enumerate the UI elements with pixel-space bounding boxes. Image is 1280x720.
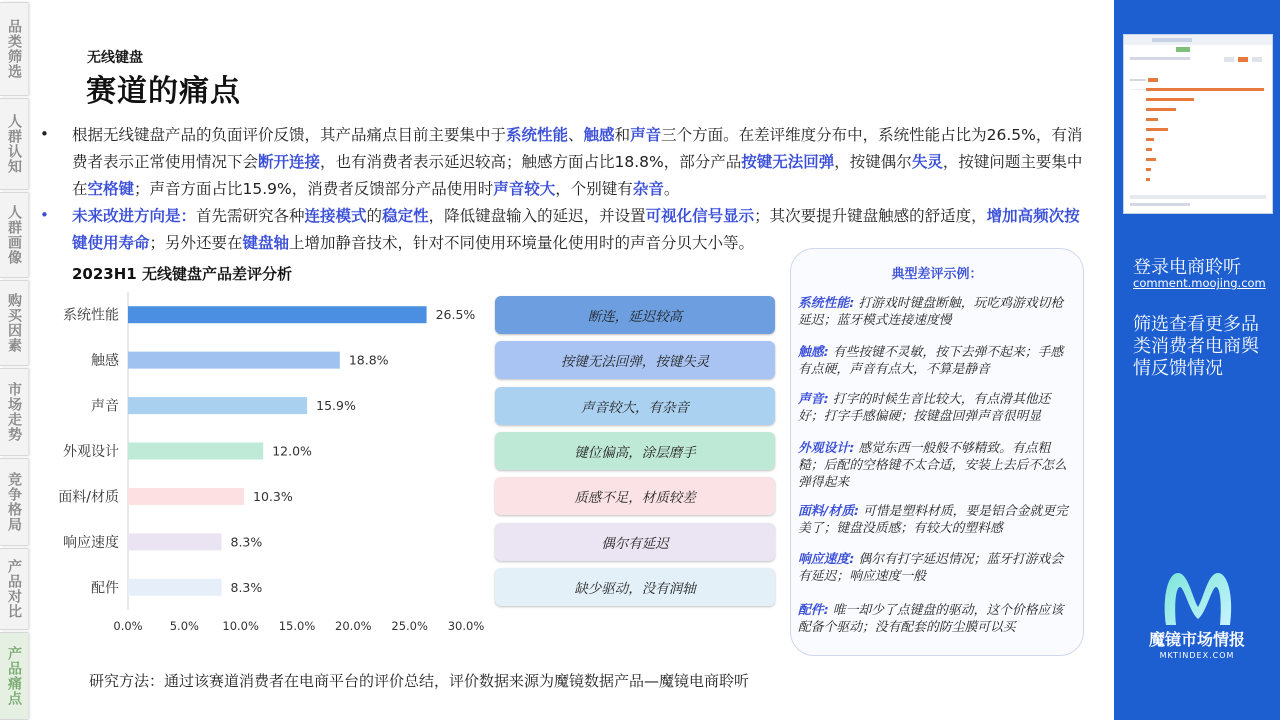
category-description-box-0: 断连，延迟较高 bbox=[495, 296, 775, 334]
bar-value-label-3: 12.0% bbox=[272, 443, 312, 459]
right-promo-panel bbox=[1114, 0, 1280, 720]
x-tick-label-0: 0.0% bbox=[113, 619, 143, 633]
moojing-logo-icon bbox=[1152, 567, 1244, 629]
typical-negative-reviews bbox=[790, 248, 1084, 656]
dashboard-thumbnail bbox=[1123, 34, 1273, 214]
thumbnail-preview-icon bbox=[1124, 35, 1272, 213]
x-tick-label-4: 20.0% bbox=[335, 619, 372, 633]
x-tick-label-3: 15.0% bbox=[278, 619, 316, 633]
x-tick-label-6: 30.0% bbox=[447, 619, 485, 633]
category-label-0: 系统性能 bbox=[63, 307, 119, 324]
side-tab-market-trend[interactable]: 市场走势 bbox=[0, 368, 28, 456]
x-tick-label-2: 10.0% bbox=[222, 619, 259, 633]
side-tab-category-filter[interactable]: 品类筛选 bbox=[0, 2, 28, 96]
example-response-speed: 响应速度: 偶尔有打字延迟情况；蓝牙打游戏会有延迟；响应速度一般 bbox=[798, 552, 1064, 584]
example-appearance: 外观设计: 感觉东西一般般不够精致。有点粗糙；后配的空格键不太合适，安装上去后不怎么弹得起来 bbox=[798, 441, 1067, 490]
login-heading: 登录电商聆听 bbox=[1133, 257, 1241, 278]
example-material: 面料/材质: 可惜是塑料材质，要是铝合金就更完美了；键盘没质感；有较大的塑料感 bbox=[798, 504, 1068, 536]
side-tab-purchase-factors[interactable]: 购买因素 bbox=[0, 280, 28, 366]
side-tab-product-compare[interactable]: 产品对比 bbox=[0, 548, 28, 630]
bar-6 bbox=[128, 579, 222, 596]
bullet-2: • bbox=[40, 206, 49, 224]
category-description-box-3: 键位偏高，涂层磨手 bbox=[495, 432, 775, 470]
example-system-performance: 系统性能: 打游戏时键盘断触，玩吃鸡游戏切枪延迟；蓝牙模式连接速度慢 bbox=[798, 296, 1064, 328]
improvement-direction: 未来改进方向是：首先需研究各种连接模式的稳定性，降低键盘输入的延迟，并设置可视化信号显示；其次要提升键盘触感的舒适度，增加高频次按键使用寿命；另外还要在键盘轴上增加静音技术，针对不同使用环境量化使用时的声音分贝大小等。 bbox=[72, 207, 1080, 252]
category-label-3: 外观设计 bbox=[63, 444, 119, 460]
example-touch-feel: 触感: 有些按键不灵敏，按下去弹不起来；手感有点硬，声音有点大，不算是静音 bbox=[798, 345, 1064, 377]
side-tab-crowd-awareness[interactable]: 人群认知 bbox=[0, 98, 28, 190]
bar-3 bbox=[128, 443, 263, 460]
bar-value-label-2: 15.9% bbox=[316, 398, 356, 414]
side-tab-competition[interactable]: 竞争格局 bbox=[0, 458, 28, 546]
category-label-1: 触感 bbox=[91, 353, 119, 370]
bar-1 bbox=[128, 352, 340, 369]
bar-value-label-6: 8.3% bbox=[230, 579, 263, 595]
side-tab-product-pain-points[interactable]: 产品痛点 bbox=[0, 632, 28, 720]
category-description-box-1: 按键无法回弹，按键失灵 bbox=[495, 341, 775, 379]
category-label-4: 面料/材质 bbox=[58, 489, 119, 506]
example-sound: 声音: 打字的时候生音比较大，有点滑其他还好；打字手感偏硬；按键盘回弹声音很明显 bbox=[798, 392, 1051, 424]
bar-value-label-1: 18.8% bbox=[348, 352, 389, 368]
category-description-box-5: 偶尔有延迟 bbox=[495, 523, 775, 561]
category-label-6: 配件 bbox=[91, 580, 119, 597]
x-tick-label-5: 25.0% bbox=[391, 619, 428, 633]
bar-value-label-0: 26.5% bbox=[435, 307, 476, 323]
brand-domain: MKTINDEX.COM bbox=[1159, 651, 1235, 660]
brand-name: 魔镜市场情报 bbox=[1148, 630, 1245, 649]
examples-title: 典型差评示例： bbox=[891, 267, 983, 282]
bar-value-label-5: 8.3% bbox=[230, 534, 263, 550]
research-method: 研究方法：通过该赛道消费者在电商平台的评价总结，评价数据来源为魔镜数据产品—魔镜电商聆听 bbox=[89, 672, 750, 690]
chart-title: 2023H1 无线键盘产品差评分析 bbox=[72, 265, 292, 283]
category-description-box-2: 声音较大，有杂音 bbox=[495, 387, 775, 425]
bar-value-label-4: 10.3% bbox=[253, 488, 293, 504]
page-subtitle: 无线键盘 bbox=[87, 50, 143, 66]
bullet-1: • bbox=[40, 125, 49, 143]
category-description-box-4: 质感不足，材质较差 bbox=[495, 477, 775, 515]
bar-4 bbox=[128, 488, 244, 505]
category-label-5: 响应速度 bbox=[63, 534, 119, 551]
promo-text: 筛选查看更多品类消费者电商舆情反馈情况 bbox=[1133, 314, 1259, 379]
x-tick-label-1: 5.0% bbox=[169, 619, 199, 633]
example-accessories: 配件: 唯一却少了点键盘的驱动，这个价格应该配备个驱动；没有配套的防尘膜可以买 bbox=[798, 603, 1064, 635]
bar-5 bbox=[128, 533, 222, 550]
category-label-2: 声音 bbox=[91, 398, 119, 415]
bar-2 bbox=[128, 397, 307, 414]
bar-0 bbox=[128, 306, 427, 323]
pain-point-summary: 根据无线键盘产品的负面评价反馈，其产品痛点目前主要集中于系统性能、触感和声音三个方面。在差评维度分布中，系统性能占比为26.5%，有消费者表示正常使用情况下会断开连接，也有消费者表示延迟较高；触感方面占比18.8%，部分产品按键无法回弹，按键偶尔失灵，按键问题主要集中在空格键；声音方面占比15.9%，消费者反馈部分产品使用时声音较大，个别键有杂音。 bbox=[72, 126, 1083, 198]
category-description-box-6: 缺少驱动，没有润轴 bbox=[495, 568, 775, 606]
page-title: 赛道的痛点 bbox=[86, 74, 241, 109]
comment-site-link[interactable]: comment.moojing.com bbox=[1133, 276, 1266, 290]
side-tab-crowd-profile[interactable]: 人群画像 bbox=[0, 192, 28, 278]
